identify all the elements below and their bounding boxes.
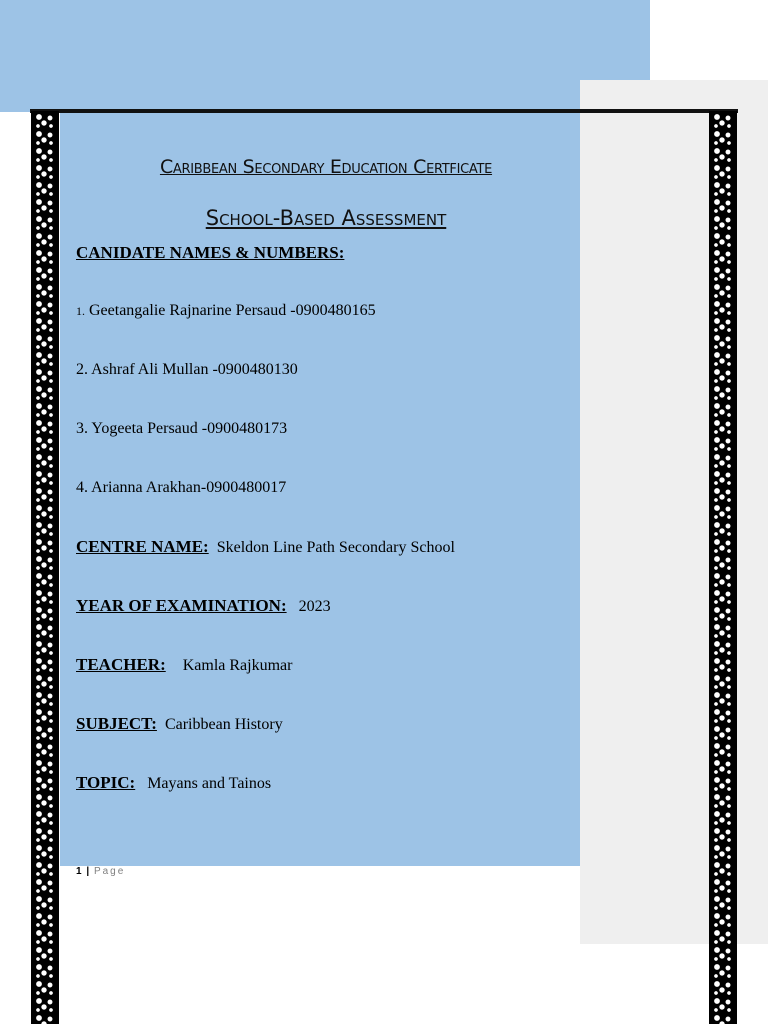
candidate-number: 3. (76, 420, 88, 437)
year-field (76, 596, 331, 616)
centre-label: CENTRE NAME: (76, 537, 209, 556)
subject-label: SUBJECT: (76, 714, 157, 733)
candidate-text: Yogeeta Persaud -0900480173 (91, 420, 288, 437)
candidate-number: 1. (76, 304, 85, 318)
candidate-text: Ashraf Ali Mullan -0900480130 (91, 361, 298, 378)
page-label: Page (93, 866, 126, 877)
year-value: 2023 (298, 598, 331, 615)
topic-label: TOPIC: (76, 773, 136, 792)
page-border-top (30, 109, 738, 113)
candidate-number: 2. (76, 361, 88, 378)
candidate-item (76, 420, 287, 438)
page-border-right (709, 111, 737, 1024)
candidates-heading: CANIDATE NAMES & NUMBERS: (76, 243, 345, 262)
candidate-text: Arianna Arakhan-0900480017 (91, 479, 287, 496)
candidate-number: 4. (76, 479, 88, 496)
candidate-text: Geetangalie Rajnarine Persaud -0900480165 (89, 302, 376, 319)
candidate-item (76, 361, 298, 379)
document-subtitle: School-Based Assessment (205, 206, 447, 230)
page-border-left (31, 111, 59, 1024)
page-number: 1 (76, 866, 82, 877)
centre-value: Skeldon Line Path Secondary School (216, 539, 455, 556)
subject-value: Caribbean History (164, 716, 283, 733)
document-title: Caribbean Secondary Education Certficate (159, 156, 493, 178)
topic-value: Mayans and Tainos (147, 775, 272, 792)
candidate-item (76, 302, 376, 320)
subject-field (76, 714, 283, 734)
page-footer (76, 866, 125, 877)
year-label: YEAR OF EXAMINATION: (76, 596, 287, 615)
background-grey-panel (580, 80, 768, 944)
background-blue-top (0, 0, 650, 112)
topic-field (76, 773, 271, 793)
teacher-field (76, 655, 292, 675)
candidate-item (76, 479, 286, 497)
centre-field (76, 537, 455, 557)
footer-separator: | (86, 866, 90, 877)
teacher-value: Kamla Rajkumar (182, 657, 293, 674)
teacher-label: TEACHER: (76, 655, 166, 674)
